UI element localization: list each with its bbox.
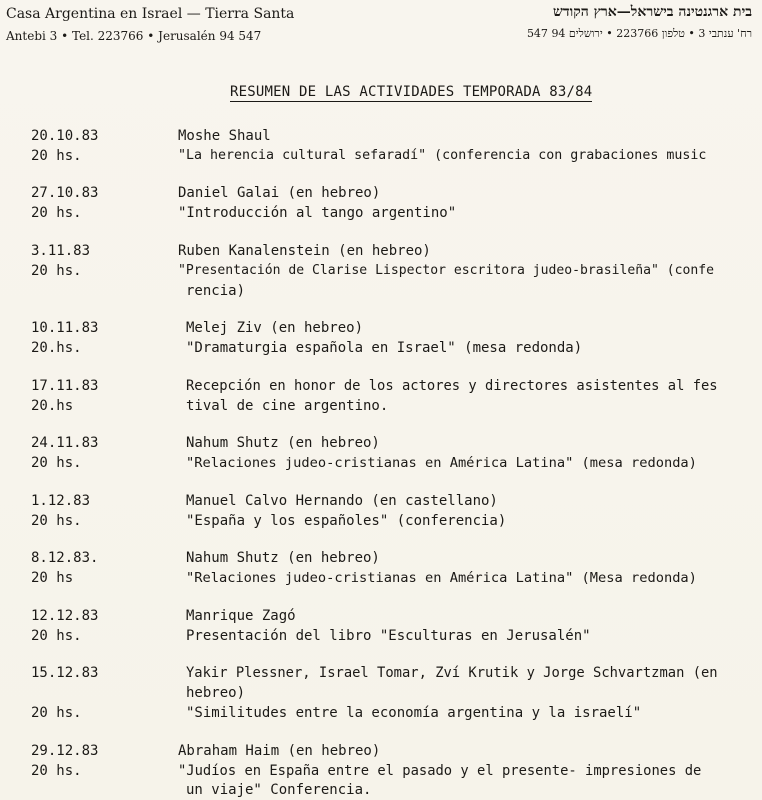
entry-line2: "Introducción al tango argentino" — [178, 205, 457, 221]
letterhead-org-name-hebrew: בית ארגנטינה בישראל—ארץ הקודש — [552, 4, 752, 20]
entry-date: 3.11.83 — [31, 243, 91, 259]
entry-date: 15.12.83 — [31, 665, 99, 681]
entry-line1: Yakir Plessner, Israel Tomar, Zví Krutik y Jorge Schvartzman (en — [186, 665, 718, 681]
entry-time: 20 hs. — [31, 513, 82, 529]
entry-line1: Manuel Calvo Hernando (en castellano) — [186, 493, 498, 509]
entry-date: 17.11.83 — [31, 378, 99, 394]
entry-date: 24.11.83 — [31, 435, 99, 451]
entry-date: 12.12.83 — [31, 608, 99, 624]
entry-line2: "Relaciones judeo-cristianas en América Latina" (Mesa redonda) — [186, 570, 697, 586]
entry-date: 8.12.83. — [31, 550, 99, 566]
entry-line2: "Presentación de Clarise Lispector escritora judeo-brasileña" (confe — [178, 263, 715, 278]
entry-time: 20 hs — [31, 570, 74, 586]
entry-time: 20 hs. — [31, 455, 82, 471]
entry-line1: Daniel Galai (en hebreo) — [178, 185, 381, 201]
entry-line2: tival de cine argentino. — [186, 398, 389, 414]
entry-line1: Moshe Shaul — [178, 128, 271, 144]
entry-line2: hebreo) — [186, 685, 246, 701]
entry-time: 20.hs — [31, 398, 74, 414]
entry-line1: Ruben Kanalenstein (en hebreo) — [178, 243, 431, 259]
entry-line2: "España y los españoles" (conferencia) — [186, 513, 507, 529]
entry-line3: "Similitudes entre la economía argentina y la israelí" — [186, 705, 642, 721]
entry-line1: Recepción en honor de los actores y directores asistentes al fes — [186, 378, 718, 394]
entry-line2: "Dramaturgia española en Israel" (mesa redonda) — [186, 340, 583, 356]
entry-date: 29.12.83 — [31, 743, 99, 759]
entry-date: 1.12.83 — [31, 493, 91, 509]
entry-time: 20 hs. — [31, 263, 82, 279]
entry-line3: rencia) — [186, 283, 246, 299]
entry-line2: "Judíos en España entre el pasado y el presente- impresiones de — [178, 763, 702, 779]
entry-date: 10.11.83 — [31, 320, 99, 336]
letterhead-address-hebrew: רח' ענתבי 3 • טלפון 223766 • ירושלים 94 547 — [526, 27, 752, 40]
entry-line1: Melej Ziv (en hebreo) — [186, 320, 364, 336]
letterhead-address: Antebi 3 • Tel. 223766 • Jerusalén 94 547 — [6, 29, 262, 43]
entry-line2: "La herencia cultural sefaradí" (conferencia con grabaciones music — [178, 148, 707, 163]
entry-line3: un viaje" Conferencia. — [186, 782, 372, 798]
entry-line1: Nahum Shutz (en hebreo) — [186, 550, 380, 566]
entry-date: 27.10.83 — [31, 185, 99, 201]
entry-time: 20.hs. — [31, 340, 82, 356]
entry-time: 20 hs. — [31, 205, 82, 221]
entry-line1: Nahum Shutz (en hebreo) — [186, 435, 380, 451]
entry-date: 20.10.83 — [31, 128, 99, 144]
document-title: RESUMEN DE LAS ACTIVIDADES TEMPORADA 83/84 — [230, 84, 593, 100]
entry-time: 20 hs. — [31, 628, 82, 644]
entry-line2: Presentación del libro "Esculturas en Jerusalén" — [186, 628, 591, 644]
entry-line1: Manrique Zagó — [186, 608, 296, 624]
entry-time: 20 hs. — [31, 763, 82, 779]
entry-line1: Abraham Haim (en hebreo) — [178, 743, 381, 759]
entry-time: 20 hs. — [31, 148, 82, 164]
entry-line2: "Relaciones judeo-cristianas en América Latina" (mesa redonda) — [186, 455, 697, 471]
letterhead-org-name: Casa Argentina en Israel — Tierra Santa — [6, 6, 295, 22]
entry-time: 20 hs. — [31, 705, 82, 721]
